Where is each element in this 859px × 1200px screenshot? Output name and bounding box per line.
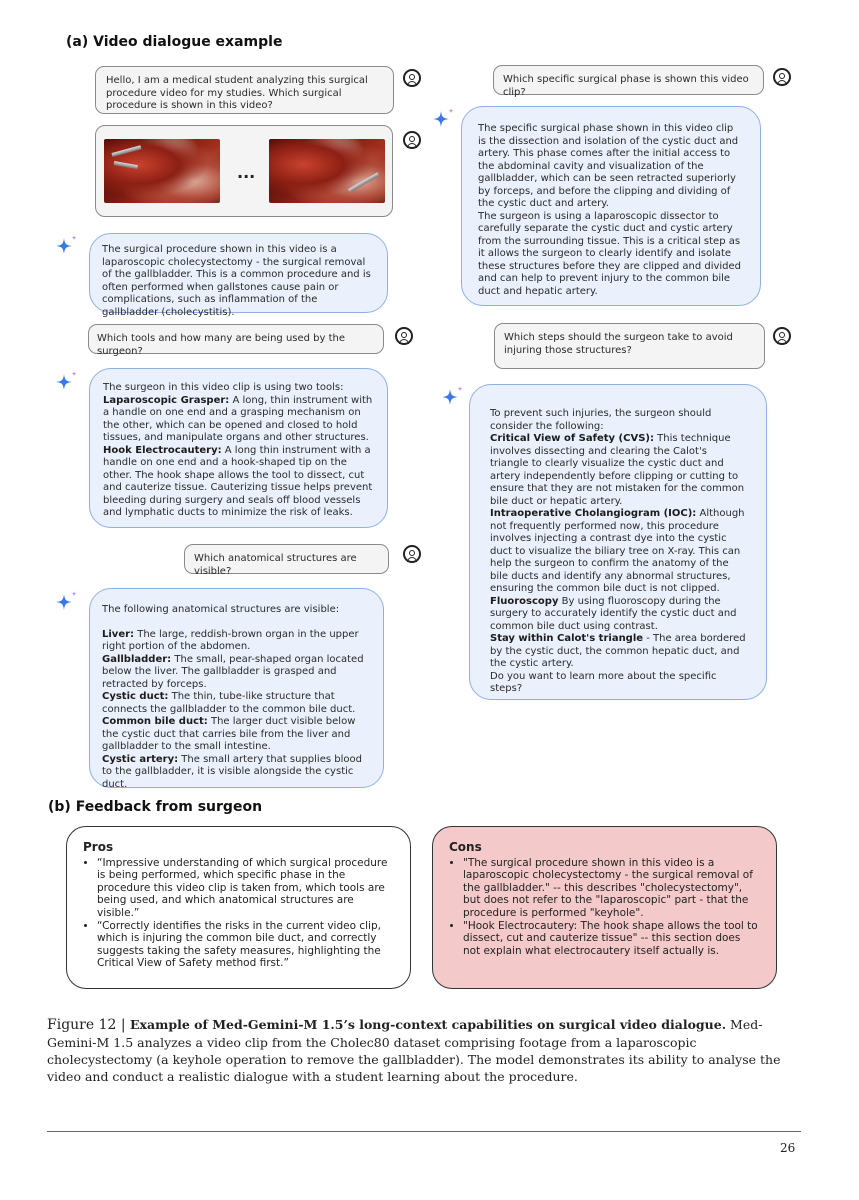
gemini-sparkle-icon (54, 590, 80, 616)
phase-paragraph-2: The surgeon is using a laparoscopic dissector to carefully separate the cystic duct and cystic artery from the surrounding tissue. This is a critical step as it allows the surgeon to clearly identify and isolate these structures before they are clipped and divided and can help to prevent injury to the common bile duct and hepatic artery. (478, 210, 742, 297)
user-avatar-icon (395, 327, 413, 345)
structure-cystic-artery (102, 754, 371, 792)
user-avatar-icon (773, 68, 791, 86)
measure-cvs-label: Critical View of Safety (CVS): (490, 433, 654, 444)
tool-grasper (103, 395, 374, 445)
structure-cystic-duct-text: The thin, tube-like structure that connects the gallbladder to the common bile duct. (102, 691, 356, 715)
cons-title: Cons (449, 840, 482, 854)
pros-list (83, 857, 394, 970)
gemini-sparkle-icon (440, 385, 466, 411)
figure-label: Figure 12 | (47, 1017, 131, 1033)
structure-liver-label: Liver: (102, 628, 135, 640)
measure-fluoroscopy-text: By using fluoroscopy during the surgery to accurately identify the cystic duct and common bile duct using contrast. (490, 595, 737, 632)
model-response-4 (461, 106, 761, 306)
user-message-5 (494, 323, 765, 369)
page-number: 26 (780, 1141, 796, 1155)
cons-item: • "The surgical procedure shown in this video is a laparoscopic cholecystectomy - the surgical removal of the gallbladder." -- this describes "cholecystectomy", but does not refer to the "laparoscopic" part - that the procedure is performed "keyhole". (463, 857, 760, 920)
figure-caption-text: Med-Gemini-M 1.5 analyzes a video clip from the Cholec80 dataset comprising footage from a laparoscopic cholecystectomy (a keyhole operation to remove the gallbladder). The model demonstrates its ability to analyse the video and conduct a realistic dialogue with a student learning about the procedure. (47, 1017, 781, 1084)
measure-fluoroscopy-label: Fluoroscopy (490, 595, 559, 607)
structure-gallbladder (102, 654, 371, 692)
user-avatar-icon (403, 545, 421, 563)
pros-box (66, 826, 411, 989)
pros-title: Pros (83, 840, 114, 854)
structure-gallbladder-label: Gallbladder: (102, 653, 172, 665)
measures-outro: Do you want to learn more about the specific steps? (490, 670, 717, 694)
structure-common-bile-duct (102, 716, 371, 754)
user-message-2 (88, 324, 384, 357)
cons-item: • "Hook Electrocautery: The hook shape allows the tool to dissect, cut and cauterize tissue" -- this section does not explain what electrocautery itself actually is. (463, 920, 760, 958)
cons-box (432, 826, 777, 989)
user-avatar-icon (403, 131, 421, 149)
structure-liver (102, 629, 371, 654)
measure-fluoroscopy (490, 596, 746, 634)
structure-liver-text: The large, reddish-brown organ in the upper right portion of the abdomen. (102, 628, 359, 652)
user-message-4-text: Which specific surgical phase is shown this video clip? (503, 74, 749, 98)
measure-calot (490, 633, 746, 671)
measure-ioc-label: Intraoperative Cholangiogram (IOC): (490, 508, 697, 519)
measure-ioc (490, 508, 746, 596)
structure-gallbladder-text: The small, pear-shaped organ located below the liver. The gallbladder is grasped and retracted by forceps. (102, 653, 364, 690)
structure-cystic-duct-label: Cystic duct: (102, 691, 169, 702)
user-message-1-text: Hello, I am a medical student analyzing this surgical procedure video for my studies. Which surgical procedure is shown in this video? (106, 75, 368, 111)
figure-caption-title: Example of Med-Gemini-M 1.5’s long-context capabilities on surgical video dialogue. (130, 1017, 727, 1032)
measure-calot-text: - The area bordered by the cystic duct, the common hepatic duct, and the cystic artery. (490, 633, 746, 669)
tools-intro: The surgeon in this video clip is using two tools: (103, 382, 344, 393)
gemini-sparkle-icon (54, 370, 80, 396)
model-response-1 (89, 233, 388, 318)
tool-electrocautery (103, 445, 374, 520)
measures-intro: To prevent such injuries, the surgeon should consider the following: (490, 408, 712, 432)
pros-item: • “Correctly identifies the risks in the current video clip, which is injuring the common bile duct, and correctly suggests taking the safety measures, highlighting the Critical View of Safety method first.” (97, 920, 394, 970)
user-message-2-text: Which tools and how many are being used by the surgeon? (97, 333, 346, 357)
user-message-1 (95, 66, 394, 114)
measure-cvs-text: This technique involves dissecting and clearing the Calot's triangle to clearly visualize the cystic duct and artery independently before clipping or cutting to ensure that they are not mistaken for the common bile duct or hepatic artery. (490, 433, 745, 507)
gemini-sparkle-icon (431, 107, 457, 133)
measure-calot-label: Stay within Calot's triangle (490, 633, 644, 644)
tool-grasper-label: Laparoscopic Grasper: (103, 394, 230, 406)
tool-electrocautery-label: Hook Electrocautery: (103, 444, 222, 456)
figure-caption (47, 1016, 801, 1085)
measure-cvs (490, 433, 746, 508)
section-b-title: (b) Feedback from surgeon (48, 799, 263, 815)
user-message-4 (493, 65, 764, 98)
video-frame-first (104, 139, 220, 203)
structure-cystic-artery-text: The small artery that supplies blood to the gallbladder, it is visible alongside the cystic duct. (102, 753, 362, 790)
model-response-3 (89, 588, 384, 788)
video-frame-last (269, 139, 385, 203)
user-message-3-text: Which anatomical structures are visible? (194, 553, 357, 577)
model-response-5 (469, 384, 767, 700)
structures-intro: The following anatomical structures are visible: (102, 604, 340, 615)
user-avatar-icon (403, 69, 421, 87)
tool-electrocautery-text: A long thin instrument with a handle on one end and a hook-shaped tip on the other. The hook shape allows the tool to dissect, cut and cauterize tissue. Cauterizing tissue helps prevent bleeding during surgery and seals off blood vessels and lymphatic ducts to minimize the risk of leaks. (103, 444, 373, 518)
model-response-2 (89, 368, 388, 528)
tool-grasper-text: A long, thin instrument with a handle on one end and a grasping mechanism on the other, which can be opened and closed to hold tissues, and manipulate organs and other structures. (103, 394, 373, 443)
frames-ellipsis: ... (237, 163, 256, 182)
user-message-5-text: Which steps should the surgeon take to avoid injuring those structures? (504, 332, 733, 356)
cons-list (449, 857, 760, 958)
measure-ioc-text: Although not frequently performed now, this procedure involves injecting a contrast dye into the cystic duct to visualize the biliary tree on X-ray. This can help the surgeon to confirm the anatomy of the bile ducts and identify any abnormal structures, ensuring the common bile duct is not clipped. (490, 508, 745, 594)
structure-common-bile-duct-label: Common bile duct: (102, 716, 208, 727)
pros-item: • “Impressive understanding of which surgical procedure is being performed, which specific phase in the procedure this video clip is taken from, which tools are being used, and which anatomical structures are visible.” (97, 857, 394, 920)
structure-common-bile-duct-text: The larger duct visible below the cystic duct that carries bile from the liver and gallbladder to the small intestine. (102, 716, 356, 752)
model-response-1-text: The surgical procedure shown in this video is a laparoscopic cholecystectomy - the surgical removal of the gallbladder. This is a common procedure and is often performed when gallstones cause pain or complications, such as inflammation of the gallbladder (cholecystitis). (102, 244, 371, 318)
phase-paragraph-1: The specific surgical phase shown in this video clip is the dissection and isolation of the cystic duct and artery. This phase comes after the initial access to the abdominal cavity and visualization of the gallbladder, which can be seen retracted superiorly by forceps, and before the clipping and dividing of the cystic duct and artery. (478, 123, 739, 209)
gemini-sparkle-icon (54, 234, 80, 260)
user-message-3 (184, 544, 389, 577)
user-avatar-icon (773, 327, 791, 345)
footer-rule (47, 1131, 801, 1132)
section-a-title: (a) Video dialogue example (66, 34, 283, 50)
structure-cystic-artery-label: Cystic artery: (102, 753, 179, 765)
structure-cystic-duct (102, 691, 371, 716)
